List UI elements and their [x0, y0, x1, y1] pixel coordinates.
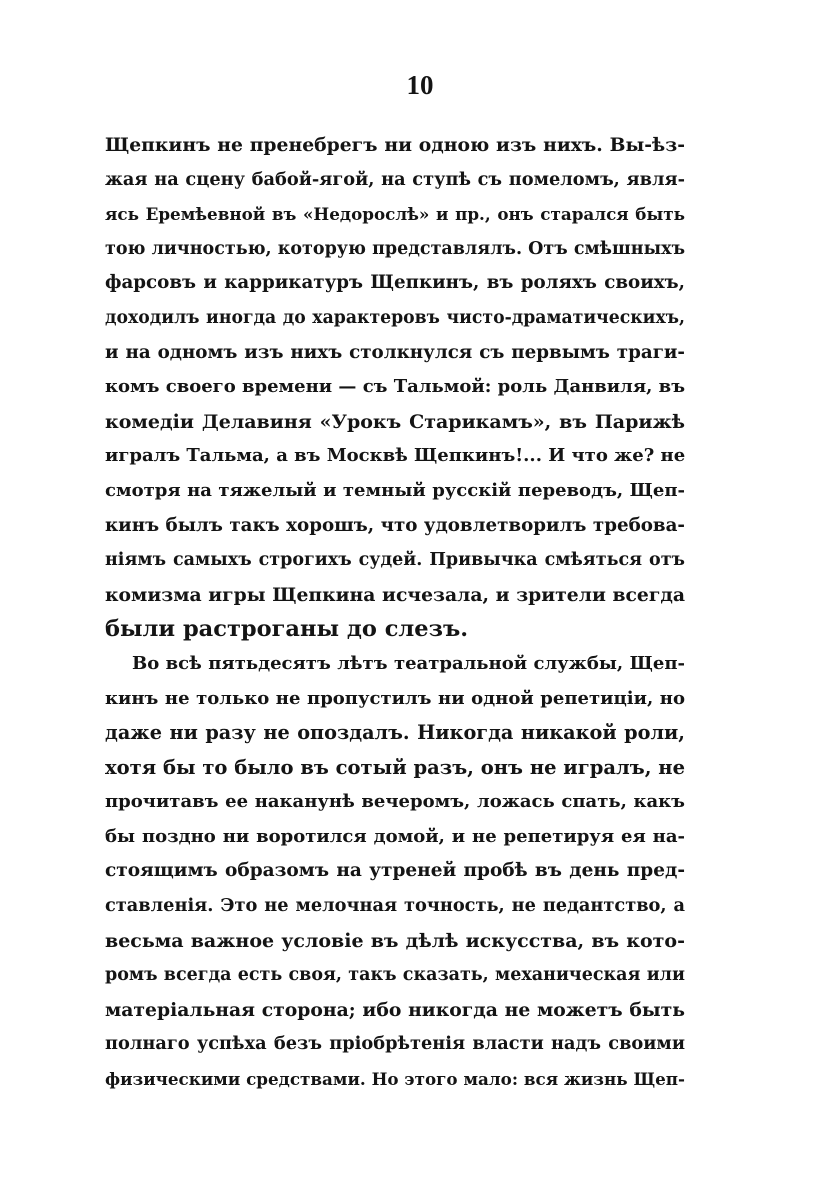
text-line: ясь Еремѣевной въ «Недорослѣ» и пр., онъ старался быть [105, 204, 685, 225]
text-line: даже ни разу не опоздалъ. Никогда никакой роли, [105, 721, 685, 745]
text-line: ніямъ самыхъ строгихъ судей. Привычка смѣяться отъ [105, 550, 685, 571]
text-line: Щепкинъ не пренебрегъ ни одною изъ нихъ. Вы-ѣз- [105, 134, 685, 156]
page-number: 10 [406, 70, 434, 100]
text-line: ромъ всегда есть своя, такъ сказать, механическая или [105, 965, 685, 986]
text-line: комизма игры Щепкина исчезала, и зрители всегда [105, 583, 685, 606]
paragraph-2 [105, 647, 685, 1097]
text-line: и на одномъ изъ нихъ столкнулся съ первымъ траги- [105, 341, 685, 363]
text-line: матеріальная сторона; ибо никогда не можетъ быть [105, 998, 685, 1021]
text-line: стоящимъ образомъ на утреней пробѣ въ день пред- [105, 860, 685, 882]
text-line: ставленія. Это не мелочная точность, не педантство, а [105, 895, 685, 917]
text-line: Во всѣ пятьдесятъ лѣтъ театральной службы, Щеп- [132, 652, 685, 674]
text-line: полнаго успѣха безъ пріобрѣтенія власти надъ своими [105, 1033, 685, 1055]
text-line: кинъ былъ такъ хорошъ, что удовлетворилъ требова- [105, 514, 685, 536]
text-line: кинъ не только не пропустилъ ни одной репетиціи, но [105, 687, 685, 709]
text-line: тою личностью, которую представлялъ. Отъ смѣшныхъ [105, 238, 685, 259]
text-line: прочитавъ ее наканунѣ вечеромъ, ложась спать, какъ [105, 791, 685, 813]
text-line: бы поздно ни воротился домой, и не репетируя ея на- [105, 825, 685, 847]
body-text [105, 128, 685, 1097]
text-line: комедіи Делавиня «Урокъ Старикамъ», въ Парижѣ [105, 410, 685, 433]
text-line: весьма важное условіе въ дѣлѣ искусства, въ кото- [105, 929, 685, 952]
text-line: фарсовъ и каррикатуръ Щепкинъ, въ роляхъ своихъ, [105, 272, 685, 294]
text-line: игралъ Тальма, а въ Москвѣ Щепкинъ!... И что же? не [105, 445, 685, 467]
paragraph-1 [105, 128, 685, 647]
text-line: жая на сцену бабой-ягой, на ступѣ съ помеломъ, явля- [105, 168, 685, 190]
text-line: хотя бы то было въ сотый разъ, онъ не игралъ, не [105, 755, 685, 779]
text-line: доходилъ иногда до характеровъ чисто-драматическихъ, [105, 307, 685, 328]
text-line: были растроганы до слезъ. [105, 616, 469, 643]
text-line: физическими средствами. Но этого мало: вся жизнь Щеп- [105, 1069, 685, 1090]
text-line: смотря на тяжелый и темный русскій переводъ, Щеп- [105, 479, 685, 501]
text-line: комъ своего времени — съ Тальмой: роль Данвиля, въ [105, 376, 685, 398]
